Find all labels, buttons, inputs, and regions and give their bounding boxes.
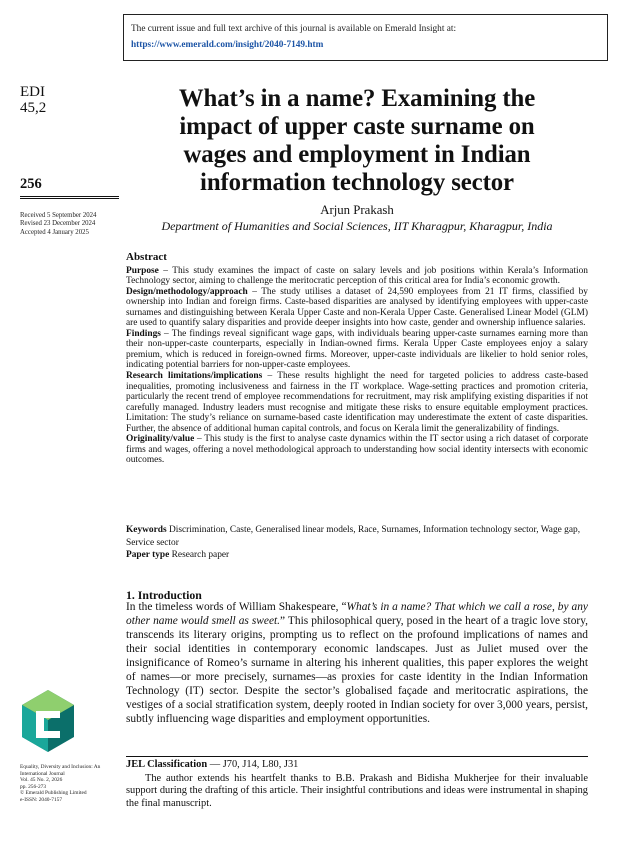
- pub-info-line: Vol. 45 No. 2, 2026: [20, 777, 63, 784]
- jel-classification: [126, 759, 298, 770]
- abstract-label: Purpose: [126, 265, 159, 276]
- abstract-text: – This study is the first to analyse caste dynamics within the IT sector using a rich dataset of corporate firms and wages, offering a novel methodological approach to understanding how social identity intersects with economic outcomes.: [126, 434, 588, 466]
- title-line: information technology sector: [200, 169, 514, 196]
- abstract-label: Research limitations/implications: [126, 371, 263, 382]
- journal-volume-block: [20, 84, 46, 116]
- footnote-divider: [126, 756, 588, 757]
- abstract-text: – This study examines the impact of caste on salary levels and job positions within Kerala’s Information Technology sector, aiming to challenge the meritocratic perception of this critical area for India’s economic growth.: [126, 265, 588, 287]
- pub-info-line: © Emerald Publishing Limited: [20, 790, 87, 797]
- abstract-text: – The study utilises a dataset of 24,590 employees from 21 IT firms, classified by ownership into Indian and foreign firms. Caste-based disparities are analysed by identifying employees with upper-caste surnames and distinguishing between Kerala Upper Caste and non-Kerala Upper Caste. Generalised Linear Model (GLM) are used to quantify salary disparities and provide deeper insights into how caste, gender and ownership influence salaries.: [126, 286, 588, 329]
- keywords-label: Keywords: [126, 525, 167, 535]
- introduction-body: [126, 601, 588, 727]
- journal-abbreviation: EDI: [20, 84, 45, 100]
- abstract-section-originality: [126, 434, 588, 466]
- shakespeare-quote: What’s in a name? That which we call a rose, by any other name would smell as sweet.: [126, 601, 588, 627]
- article-title: [126, 85, 588, 197]
- abstract-heading: Abstract: [126, 251, 167, 263]
- jel-codes: — J70, J14, L80, J31: [207, 759, 299, 770]
- intro-text: In the timeless words of William Shakespeare, “: [126, 601, 347, 613]
- author-affiliation: Department of Humanities and Social Sciences, IIT Kharagpur, Kharagpur, India: [161, 219, 553, 233]
- pub-info-line: International Journal: [20, 770, 65, 777]
- abstract-text: – These results highlight the need for targeted policies to address caste-based inequalities, promoting inclusiveness and fairness in the IT workplace. Wage-setting practices and promotion criteria, particularly the recent trend of employee recommendations for recruitment, may risk amplifying existing disparities if not carefully managed. Industry leaders must recognise and mitigate these risks to ensure equitable employment practices. Limitation: The study’s reliance on surname-based caste identification may underestimate the extent of caste disparities. Further, the absence of additional human capital controls, and focus on Kerala limit the generalizability of findings.: [126, 371, 589, 434]
- abstract-label: Originality/value: [126, 434, 195, 445]
- title-line: wages and employment in Indian: [183, 141, 531, 168]
- hexagon-logo-icon: [20, 689, 76, 753]
- pub-info-line: e-ISSN: 2040-7157: [20, 796, 63, 803]
- abstract-label: Findings: [126, 328, 161, 339]
- title-line: What’s in a name? Examining the: [178, 85, 536, 112]
- keywords-list: Discrimination, Caste, Generalised linear models, Race, Surnames, Information technology sector, Wage gap, Service sector: [126, 525, 581, 548]
- paper-type: [126, 550, 588, 560]
- journal-access-notice: [123, 14, 608, 61]
- publication-info: [20, 764, 118, 804]
- acknowledgement: The author extends his heartfelt thanks to B.B. Prakash and Bidisha Mukherjee for their invaluable support during the drafting of this article. Their insightful contributions and ideas were instrumental in shaping the final manuscript.: [126, 773, 588, 809]
- page-number: 256: [20, 176, 42, 192]
- journal-volume: 45,2: [20, 100, 47, 116]
- article-history: [20, 212, 96, 237]
- title-line: impact of upper caste surname on: [179, 113, 535, 140]
- paper-type-value: Research paper: [169, 550, 230, 560]
- journal-url-link[interactable]: https://www.emerald.com/insight/2040-7149.htm: [131, 40, 324, 50]
- abstract-section-limitations: [126, 371, 588, 434]
- section-heading-introduction: 1. Introduction: [126, 588, 202, 602]
- intro-text-continued: ” This philosophical query, posed in the heart of a tragic love story, transcends its literary origins, prompting us to reflect on the profound implications of names and their social identities in contemporary economic landscapes. Just as Juliet mused over the insignificance of Romeo’s surname in altering his inherent qualities, this paper explores the weight of names—or more precisely, surnames—as proxies for caste identity in the Indian Information Technology (IT) sector. Despite the sector’s globalised façade and meritocratic aspirations, the vestiges of a social stratification system, deeply rooted in Indian society for over 3,000 years, persist, subtly influencing wage disparities and employment opportunities.: [126, 614, 588, 725]
- author-name: Arjun Prakash: [320, 203, 394, 217]
- abstract: [126, 252, 588, 466]
- abstract-text: – The findings reveal significant wage gaps, with individuals bearing upper-caste surnames earning more than their non-upper-caste counterparts, especially in Indian-owned firms. Kerala Upper Caste employees enjoy a salary premium, which is reduced in foreign-owned firms. Moreover, upper-caste individuals are likelier to hold senior roles, indicating potential barriers for non-upper-caste employees.: [126, 328, 588, 371]
- abstract-label: Design/methodology/approach: [126, 286, 248, 297]
- revised-date: Revised 23 December 2024: [20, 220, 96, 228]
- introduction-paragraph: [126, 601, 588, 727]
- pub-info-line: pp. 256-273: [20, 783, 47, 790]
- abstract-section-purpose: [126, 266, 588, 287]
- jel-label: JEL Classification: [126, 759, 208, 770]
- paper-type-label: Paper type: [126, 550, 170, 560]
- accepted-date: Accepted 4 January 2025: [20, 228, 89, 236]
- sidebar-divider-second: [20, 198, 119, 199]
- abstract-section-findings: [126, 329, 588, 371]
- pub-info-line: Equality, Diversity and Inclusion: An: [20, 764, 101, 770]
- abstract-section-design: [126, 287, 588, 329]
- sidebar-divider: [20, 196, 119, 197]
- received-date: Received 5 September 2024: [20, 212, 97, 219]
- keywords: [126, 524, 588, 550]
- emerald-publishing-logo-icon: [20, 689, 76, 753]
- access-notice-text: The current issue and full text archive of this journal is available on Emerald Insight at:: [131, 24, 457, 34]
